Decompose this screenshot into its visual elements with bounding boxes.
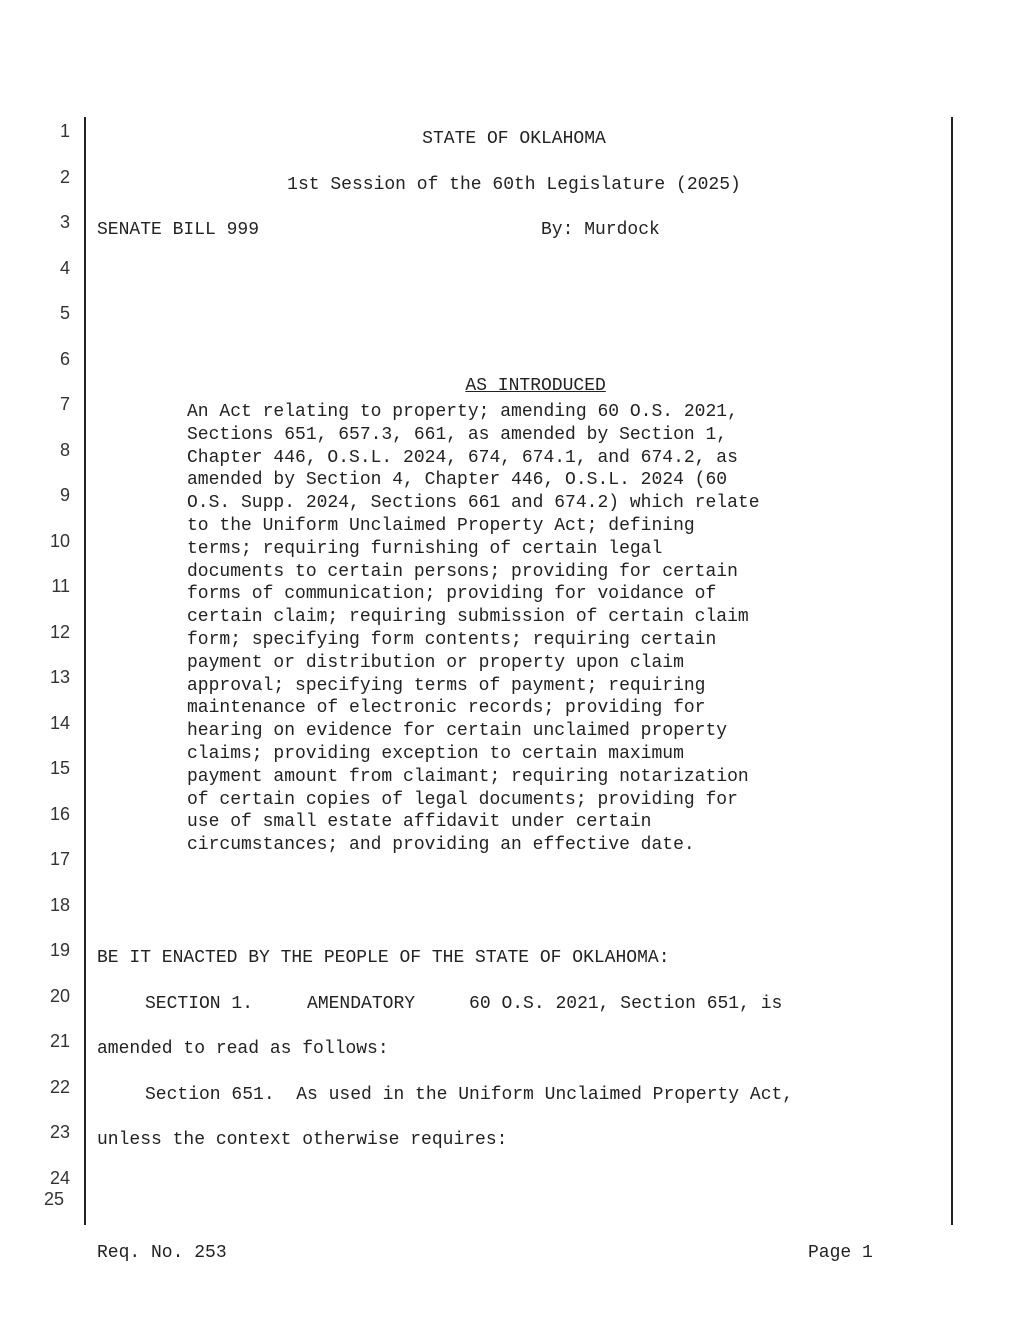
request-number: Req. No. 253 xyxy=(97,1243,227,1263)
line-number: 8 xyxy=(59,440,70,460)
section-text: Section 651. As used in the Uniform Unclaimed Property Act, xyxy=(145,1085,794,1105)
section-heading: SECTION 1. AMENDATORY 60 O.S. 2021, Section 651, is xyxy=(145,994,783,1014)
line-number: 16 xyxy=(49,804,70,824)
line-number: 2 xyxy=(59,167,70,187)
line-number: 7 xyxy=(59,394,70,414)
line-number: 18 xyxy=(49,895,70,915)
title-abstract: An Act relating to property; amending 60 O.S. 2021, Sections 651, 657.3, 661, as amended by Section 1, Chapter 446, O.S.L. 2024, 674, 674.1, and 674.2, as amended by Section 4, Chapter 446, O.S.L. 2024 (60 O.S. Supp. 2024, Sections 661 and 674.2) which relate to the Uniform Unclaimed Property Act; defining terms; requiring furnishing of certain legal documents to certain persons; providing for certain forms of communication; providing for voidance of certain claim; requiring submission of certain claim form; specifying form contents; requiring certain payment or distribution or property upon claim approval; specifying terms of payment; requiring maintenance of electronic records; providing for hearing on evidence for certain unclaimed property claims; providing exception to certain maximum payment amount from claimant; requiring notarization of certain copies of legal documents; providing for use of small estate affidavit under certain circumstances; and providing an effective date. xyxy=(187,402,760,856)
right-margin-rule xyxy=(951,117,953,1225)
line-number: 21 xyxy=(49,1031,70,1051)
bill-author: By: Murdock xyxy=(541,220,660,240)
status-heading: AS INTRODUCED xyxy=(465,376,606,396)
line-number: 17 xyxy=(49,849,70,869)
state-heading: STATE OF OKLAHOMA xyxy=(422,129,606,149)
section-heading-continued: amended to read as follows: xyxy=(97,1039,389,1059)
line-number: 23 xyxy=(49,1122,70,1142)
line-number: 19 xyxy=(49,940,70,960)
line-number: 14 xyxy=(49,713,70,733)
line-number: 20 xyxy=(49,986,70,1006)
line-number: 12 xyxy=(49,622,70,642)
partial-line-number: 25 xyxy=(44,1189,65,1209)
line-number: 11 xyxy=(51,576,70,596)
line-number: 13 xyxy=(49,667,70,687)
line-number: 3 xyxy=(59,212,70,232)
line-number: 22 xyxy=(49,1077,70,1097)
section-text-continued: unless the context otherwise requires: xyxy=(97,1130,508,1150)
line-number: 10 xyxy=(49,531,70,551)
line-number: 15 xyxy=(49,758,70,778)
session-heading: 1st Session of the 60th Legislature (2025) xyxy=(287,175,741,195)
line-number: 24 xyxy=(49,1168,70,1188)
line-number: 6 xyxy=(59,349,70,369)
line-number: 1 xyxy=(59,121,70,141)
line-number: 4 xyxy=(59,258,70,278)
left-margin-rule xyxy=(84,117,86,1225)
enacting-clause: BE IT ENACTED BY THE PEOPLE OF THE STATE OF OKLAHOMA: xyxy=(97,948,670,968)
line-number: 5 xyxy=(59,303,70,323)
line-number: 9 xyxy=(59,485,70,505)
bill-number: SENATE BILL 999 xyxy=(97,220,260,240)
page-number: Page 1 xyxy=(808,1243,873,1263)
